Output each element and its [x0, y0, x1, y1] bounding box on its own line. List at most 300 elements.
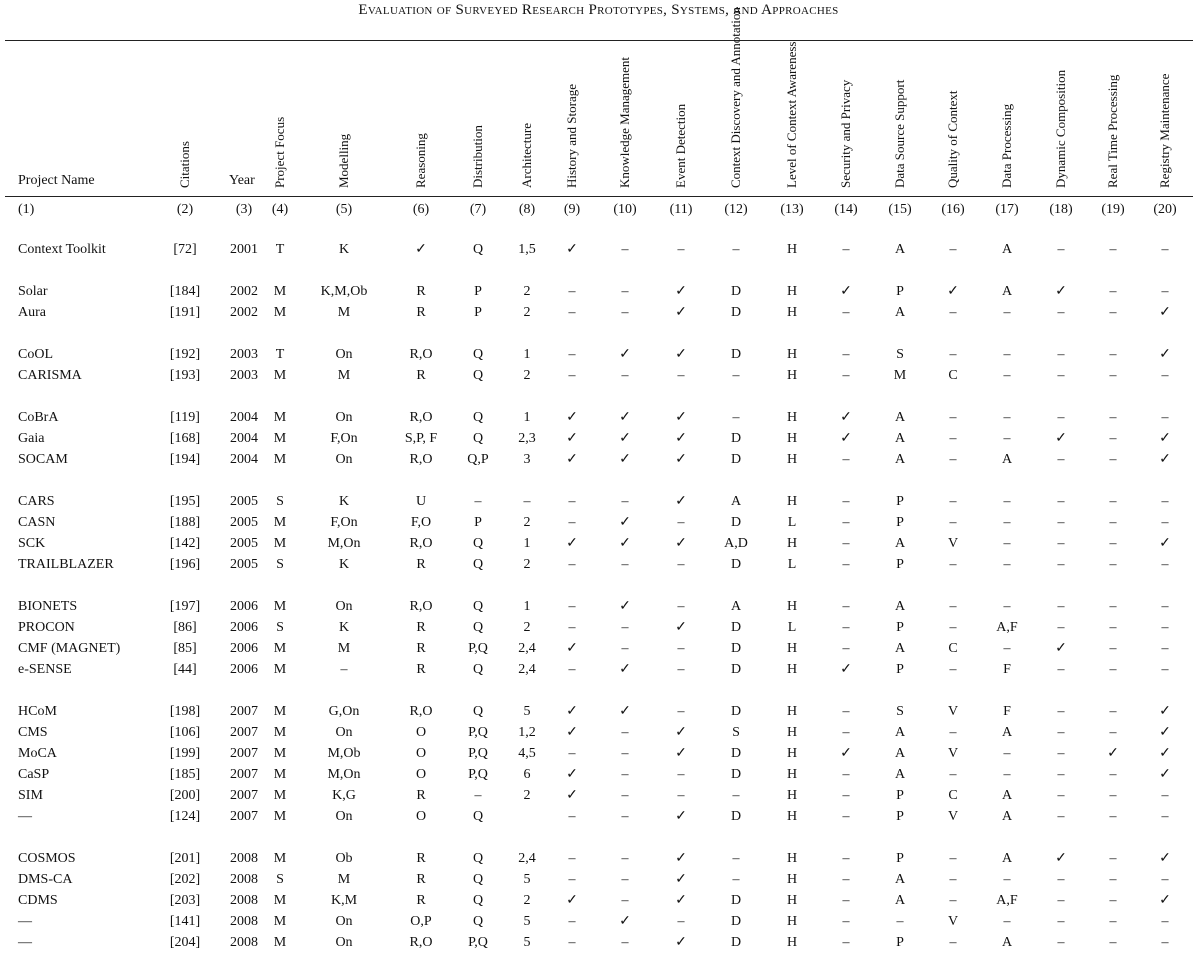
table-cell: ✓ [619, 599, 631, 614]
table-cell: R,O [409, 347, 433, 362]
table-cell: P,Q [468, 725, 488, 740]
table-cell: [85] [173, 641, 197, 656]
project-name-cell: Aura [18, 305, 46, 320]
table-cell: 2002 [230, 284, 258, 299]
table-cell: – [568, 809, 576, 824]
table-cell: – [568, 284, 576, 299]
column-header-10: Knowledge Management [617, 56, 632, 188]
table-cell: – [842, 368, 850, 383]
table-cell: [188] [169, 515, 201, 530]
table-cell: D [730, 809, 742, 824]
table-cell: – [949, 662, 957, 677]
table-cell: A [894, 410, 906, 425]
table-cell: D [730, 893, 742, 908]
table-cell: – [732, 242, 740, 257]
table-cell: 2005 [230, 536, 258, 551]
table-cell: P [474, 284, 482, 299]
table-cell: – [621, 809, 629, 824]
table-header-rule [5, 196, 1193, 197]
column-number-13: (13) [780, 202, 804, 217]
table-cell: P [896, 851, 904, 866]
table-cell: 2 [523, 284, 531, 299]
column-number-5: (5) [335, 202, 353, 217]
table-cell: R [416, 641, 426, 656]
table-cell: – [568, 851, 576, 866]
table-cell: ✓ [1159, 851, 1171, 866]
table-cell: K [338, 494, 350, 509]
table-cell: – [621, 641, 629, 656]
table-cell: – [1161, 914, 1169, 929]
column-header-11: Event Detection [673, 103, 688, 188]
table-cell: – [1109, 242, 1117, 257]
table-cell: D [730, 284, 742, 299]
table-cell: – [1003, 767, 1011, 782]
table-cell: – [1003, 641, 1011, 656]
table-cell: – [842, 536, 850, 551]
table-cell: – [1057, 536, 1065, 551]
table-cell: H [786, 494, 798, 509]
table-cell: On [335, 725, 353, 740]
table-cell: C [948, 641, 958, 656]
table-cell: ✓ [675, 620, 687, 635]
table-cell: – [677, 599, 685, 614]
table-cell: P [896, 515, 904, 530]
table-cell: – [1109, 431, 1117, 446]
table-cell: – [568, 368, 576, 383]
project-name-cell: CaSP [18, 767, 50, 782]
table-cell: A [1001, 851, 1013, 866]
column-header-8: Architecture [519, 123, 534, 188]
table-cell: – [842, 809, 850, 824]
table-cell: – [1003, 599, 1011, 614]
table-cell: H [786, 410, 798, 425]
table-cell: – [842, 305, 850, 320]
table-cell: P,Q [468, 767, 488, 782]
table-cell: 2005 [230, 557, 258, 572]
table-cell: 1 [523, 599, 531, 614]
table-cell: – [842, 620, 850, 635]
table-cell: R [416, 305, 426, 320]
project-name-cell: SCK [18, 536, 46, 551]
table-cell: A [894, 242, 906, 257]
table-cell: – [621, 788, 629, 803]
table-cell: A [894, 767, 906, 782]
table-cell: – [842, 599, 850, 614]
table-cell: – [1109, 893, 1117, 908]
table-cell: Q [472, 704, 484, 719]
table-cell: H [786, 641, 798, 656]
table-cell: M [273, 431, 287, 446]
table-cell: ✓ [566, 767, 578, 782]
table-cell: – [1109, 536, 1117, 551]
table-cell: M [273, 725, 287, 740]
table-cell: M [273, 893, 287, 908]
table-cell: – [1109, 725, 1117, 740]
table-cell: – [949, 515, 957, 530]
table-cell: M,Ob [327, 746, 361, 761]
project-name-cell: Context Toolkit [18, 242, 106, 257]
table-cell: ✓ [415, 242, 427, 257]
table-cell: [184] [169, 284, 201, 299]
table-cell: 2 [523, 620, 531, 635]
table-cell: – [1057, 725, 1065, 740]
table-cell: R [416, 851, 426, 866]
project-name-cell: Solar [18, 284, 48, 299]
table-cell: – [1057, 368, 1065, 383]
table-cell: D [730, 746, 742, 761]
table-cell: V [947, 809, 959, 824]
table-cell: – [1109, 767, 1117, 782]
table-cell: [199] [169, 746, 201, 761]
table-cell: H [786, 704, 798, 719]
table-cell: ✓ [675, 494, 687, 509]
table-cell: M,On [327, 536, 361, 551]
table-cell: – [677, 914, 685, 929]
table-cell: – [474, 788, 482, 803]
table-cell: A [894, 641, 906, 656]
table-cell: ✓ [619, 914, 631, 929]
table-cell: A [894, 599, 906, 614]
table-cell: – [842, 725, 850, 740]
table-cell: 4,5 [518, 746, 536, 761]
table-cell: 2004 [230, 431, 258, 446]
project-name-cell: MoCA [18, 746, 57, 761]
table-cell: [201] [169, 851, 201, 866]
table-cell: G,On [328, 704, 360, 719]
table-cell: – [1057, 914, 1065, 929]
table-cell: P [896, 557, 904, 572]
table-cell: 3 [523, 452, 531, 467]
table-cell: ✓ [675, 410, 687, 425]
table-cell: [202] [169, 872, 201, 887]
table-cell: ✓ [619, 452, 631, 467]
table-cell: ✓ [619, 410, 631, 425]
table-cell: – [1161, 788, 1169, 803]
table-cell: ✓ [675, 725, 687, 740]
project-name-cell: PROCON [18, 620, 75, 635]
table-cell: Q [472, 872, 484, 887]
table-cell: A [894, 305, 906, 320]
table-cell: ✓ [566, 452, 578, 467]
project-name-cell: CoBrA [18, 410, 59, 425]
table-cell: K [338, 557, 350, 572]
column-number-7: (7) [469, 202, 487, 217]
table-cell: R,O [409, 935, 433, 950]
table-cell: [168] [169, 431, 201, 446]
column-number-9: (9) [563, 202, 581, 217]
table-cell: – [1057, 746, 1065, 761]
table-cell: – [1057, 704, 1065, 719]
column-header-15: Data Source Support [892, 79, 907, 188]
table-cell: – [1057, 242, 1065, 257]
table-cell: D [730, 662, 742, 677]
column-number-17: (17) [995, 202, 1019, 217]
table-cell: – [842, 242, 850, 257]
table-cell: H [786, 893, 798, 908]
table-cell: R [416, 893, 426, 908]
table-cell: – [1161, 620, 1169, 635]
table-cell: 2 [523, 557, 531, 572]
table-cell: – [1057, 662, 1065, 677]
table-cell: D [730, 452, 742, 467]
table-cell: – [1109, 851, 1117, 866]
column-header-3: Year [229, 173, 255, 188]
table-cell: 2 [523, 788, 531, 803]
table-cell: – [677, 704, 685, 719]
table-cell: S [276, 494, 284, 509]
table-cell: ✓ [1159, 725, 1171, 740]
project-name-cell: CASN [18, 515, 56, 530]
table-cell: S [896, 704, 904, 719]
table-cell: – [677, 788, 685, 803]
table-cell: H [786, 662, 798, 677]
table-cell: – [842, 515, 850, 530]
table-cell: – [1109, 410, 1117, 425]
table-cell: – [949, 452, 957, 467]
table-cell: 2,4 [518, 851, 536, 866]
table-cell: L [787, 620, 797, 635]
table-cell: – [621, 242, 629, 257]
table-cell: H [786, 767, 798, 782]
project-name-cell: CMF (MAGNET) [18, 641, 121, 656]
table-cell: Q [472, 368, 484, 383]
table-cell: – [621, 284, 629, 299]
table-cell: A [1001, 935, 1013, 950]
table-cell: [193] [169, 368, 201, 383]
table-cell: ✓ [1055, 284, 1067, 299]
table-cell: 5 [523, 872, 531, 887]
table-cell: – [568, 746, 576, 761]
table-cell: A [1001, 809, 1013, 824]
table-cell: – [949, 620, 957, 635]
table-cell: ✓ [675, 452, 687, 467]
project-name-cell: CMS [18, 725, 48, 740]
table-cell: ✓ [1159, 536, 1171, 551]
table-cell: H [786, 872, 798, 887]
table-cell: 2008 [230, 914, 258, 929]
table-cell: C [948, 788, 958, 803]
column-number-2: (2) [176, 202, 194, 217]
table-cell: D [730, 914, 742, 929]
table-cell: ✓ [675, 809, 687, 824]
table-cell: – [1057, 767, 1065, 782]
project-name-cell: — [18, 914, 32, 929]
table-cell: A [894, 893, 906, 908]
table-cell: – [1057, 935, 1065, 950]
table-cell: M [273, 704, 287, 719]
table-cell: A [1001, 284, 1013, 299]
table-cell: [204] [169, 935, 201, 950]
table-cell: P [474, 515, 482, 530]
table-cell: Q [472, 851, 484, 866]
table-cell: – [677, 767, 685, 782]
project-name-cell: CDMS [18, 893, 58, 908]
table-cell: 2006 [230, 620, 258, 635]
table-cell: R,O [409, 704, 433, 719]
project-name-cell: CARS [18, 494, 55, 509]
project-name-cell: SIM [18, 788, 43, 803]
column-header-6: Reasoning [413, 133, 428, 188]
table-cell: – [1161, 515, 1169, 530]
table-cell: – [1057, 809, 1065, 824]
table-cell: – [1109, 788, 1117, 803]
table-cell: ✓ [1159, 347, 1171, 362]
table-cell: – [949, 599, 957, 614]
table-cell: M [273, 515, 287, 530]
table-cell: H [786, 284, 798, 299]
table-cell: H [786, 305, 798, 320]
table-cell: 2008 [230, 893, 258, 908]
table-cell: ✓ [619, 704, 631, 719]
table-cell: – [1109, 599, 1117, 614]
table-cell: D [730, 935, 742, 950]
table-cell: D [730, 347, 742, 362]
table-cell: – [842, 893, 850, 908]
table-cell: Q [472, 557, 484, 572]
table-cell: – [1109, 305, 1117, 320]
table-cell: 2 [523, 515, 531, 530]
table-cell: 2007 [230, 809, 258, 824]
column-header-9: History and Storage [564, 84, 579, 188]
table-cell: K,G [332, 788, 356, 803]
table-cell: R [416, 557, 426, 572]
table-cell: ✓ [1055, 641, 1067, 656]
table-cell: 2 [523, 305, 531, 320]
table-cell: K,M,Ob [320, 284, 368, 299]
table-cell: [86] [173, 620, 197, 635]
column-number-16: (16) [941, 202, 965, 217]
table-cell: – [1057, 515, 1065, 530]
table-cell: [185] [169, 767, 201, 782]
table-cell: M [893, 368, 907, 383]
table-cell: [196] [169, 557, 201, 572]
table-cell: – [1161, 494, 1169, 509]
column-header-16: Quality of Context [945, 90, 960, 188]
table-cell: – [568, 662, 576, 677]
table-cell: ✓ [619, 515, 631, 530]
table-cell: A [1001, 242, 1013, 257]
table-cell: U [415, 494, 427, 509]
table-cell: – [842, 872, 850, 887]
table-cell: – [842, 704, 850, 719]
table-cell: On [335, 599, 353, 614]
table-cell: 2,4 [518, 662, 536, 677]
table-cell: ✓ [1055, 431, 1067, 446]
table-cell: – [949, 725, 957, 740]
table-cell: 2008 [230, 851, 258, 866]
table-cell: R [416, 284, 426, 299]
table-cell: – [842, 641, 850, 656]
table-cell: ✓ [619, 662, 631, 677]
table-cell: P,Q [468, 641, 488, 656]
table-cell: – [568, 515, 576, 530]
table-cell: ✓ [566, 704, 578, 719]
table-cell: [198] [169, 704, 201, 719]
table-cell: – [1109, 452, 1117, 467]
project-name-cell: BIONETS [18, 599, 78, 614]
table-cell: 2005 [230, 494, 258, 509]
table-cell: – [1109, 494, 1117, 509]
table-cell: 2002 [230, 305, 258, 320]
table-cell: Q [472, 410, 484, 425]
table-cell: ✓ [566, 725, 578, 740]
table-cell: – [732, 872, 740, 887]
table-cell: D [730, 431, 742, 446]
table-cell: – [1057, 347, 1065, 362]
table-cell: Q [472, 347, 484, 362]
table-cell: ✓ [840, 431, 852, 446]
table-cell: Q [472, 809, 484, 824]
table-cell: – [1161, 809, 1169, 824]
table-cell: – [732, 788, 740, 803]
table-cell: – [1057, 452, 1065, 467]
table-cell: H [786, 536, 798, 551]
table-cell: A [894, 872, 906, 887]
table-cell: – [1003, 431, 1011, 446]
table-cell: – [677, 662, 685, 677]
table-cell: 2006 [230, 662, 258, 677]
table-cell: P,Q [468, 935, 488, 950]
table-cell: T [275, 242, 285, 257]
table-cell: – [568, 557, 576, 572]
table-cell: [191] [169, 305, 201, 320]
table-cell: ✓ [675, 284, 687, 299]
table-cell: A [894, 431, 906, 446]
table-cell: ✓ [1107, 746, 1119, 761]
table-cell: O [415, 767, 427, 782]
table-cell: ✓ [675, 536, 687, 551]
table-cell: – [621, 557, 629, 572]
table-cell: – [1109, 809, 1117, 824]
table-cell: – [621, 872, 629, 887]
table-cell: D [730, 305, 742, 320]
table-cell: 5 [523, 935, 531, 950]
table-cell: ✓ [566, 431, 578, 446]
table-cell: – [1057, 872, 1065, 887]
column-header-5: Modelling [336, 133, 351, 188]
table-cell: A [894, 746, 906, 761]
table-cell: L [787, 515, 797, 530]
table-cell: M [273, 767, 287, 782]
table-cell: – [1003, 515, 1011, 530]
table-cell: – [1161, 599, 1169, 614]
table-cell: ✓ [840, 284, 852, 299]
table-cell: O [415, 809, 427, 824]
table-cell: – [1109, 284, 1117, 299]
table-cell: 2007 [230, 746, 258, 761]
table-cell: – [1003, 410, 1011, 425]
table-cell: – [949, 935, 957, 950]
table-cell: 2 [523, 368, 531, 383]
project-name-cell: CoOL [18, 347, 53, 362]
table-cell: V [947, 704, 959, 719]
table-cell: 2004 [230, 452, 258, 467]
table-cell: A [1001, 452, 1013, 467]
table-cell: K,M [330, 893, 358, 908]
project-name-cell: TRAILBLAZER [18, 557, 114, 572]
table-cell: [44] [173, 662, 197, 677]
column-number-6: (6) [412, 202, 430, 217]
table-cell: V [947, 536, 959, 551]
table-cell: 2006 [230, 641, 258, 656]
table-cell: F [1003, 704, 1011, 719]
table-cell: – [949, 872, 957, 887]
table-cell: O [415, 725, 427, 740]
table-cell: On [335, 914, 353, 929]
table-cell: On [335, 452, 353, 467]
table-cell: – [732, 410, 740, 425]
table-cell: ✓ [675, 431, 687, 446]
